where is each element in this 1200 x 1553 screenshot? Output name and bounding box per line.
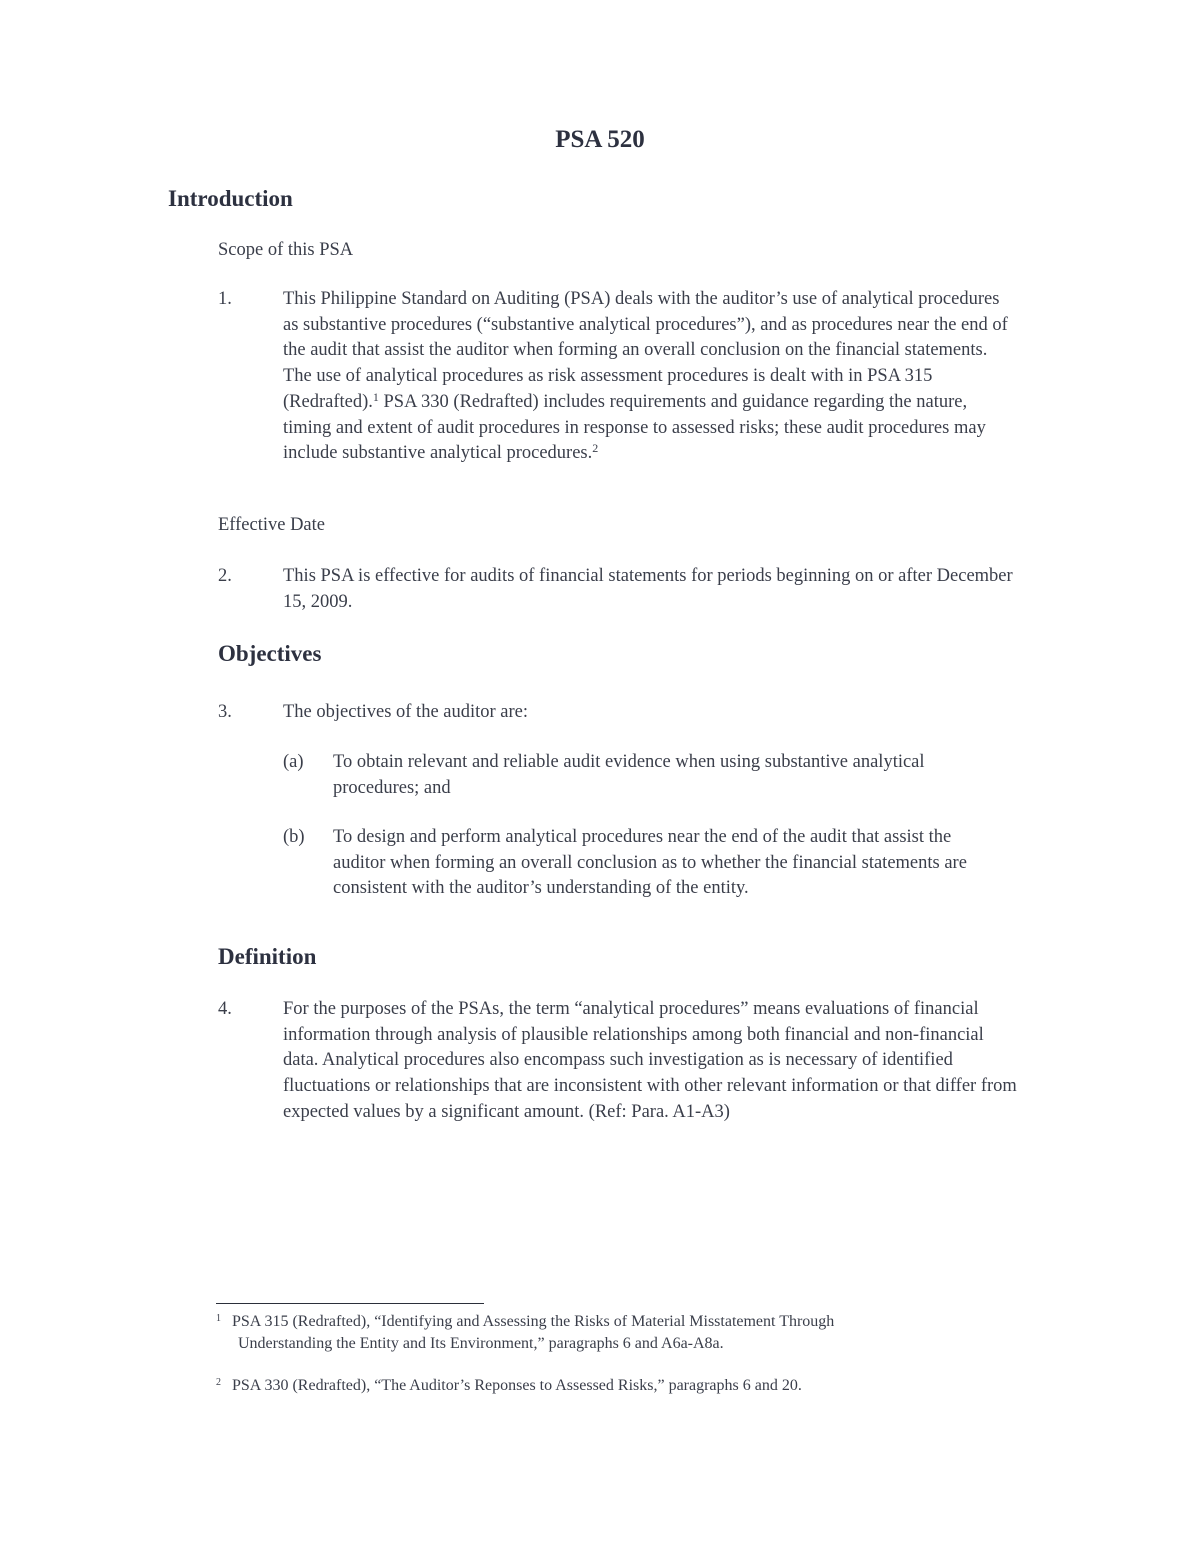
paragraph-number: 3. (218, 702, 232, 722)
document-title: PSA 520 (555, 126, 645, 153)
footnote-1 (216, 1311, 976, 1355)
paragraph-text-part: PSA 330 (Redrafted) includes requirements and guidance regarding the nature, timing and extent of audit procedures in response to assessed risks; these audit procedures may include substantive analytical procedures. (283, 391, 986, 464)
paragraph-text: This PSA is effective for audits of financial statements for periods beginning on or after December 15, 2009. (283, 566, 1013, 612)
paragraph-text: The objectives of the auditor are: (283, 702, 529, 722)
section-heading-objectives: Objectives (218, 641, 322, 666)
item-text: To design and perform analytical procedures near the end of the audit that assist the auditor when forming an overall conclusion as to whether the financial statements are consistent with the auditor’s understanding of the entity. (333, 827, 967, 899)
item-text: To obtain relevant and reliable audit evidence when using substantive analytical procedures; and (333, 752, 925, 798)
section-heading-introduction: Introduction (168, 186, 293, 211)
subheading-effective-date: Effective Date (218, 515, 325, 535)
objective-item-b (283, 825, 983, 902)
paragraph-number: 4. (218, 999, 232, 1019)
paragraph-number: 2. (218, 566, 232, 586)
footnote-line: PSA 330 (Redrafted), “The Auditor’s Reponses to Assessed Risks,” paragraphs 6 and 20. (232, 1377, 802, 1394)
subheading-scope: Scope of this PSA (218, 240, 354, 260)
paragraph-1 (218, 287, 1018, 467)
footnote-text (226, 1375, 976, 1397)
item-label: (b) (283, 827, 305, 847)
objective-item-a (283, 750, 983, 801)
footnote-separator (216, 1303, 484, 1304)
paragraph-2 (218, 564, 1018, 615)
footnote-mark: 2 (216, 1377, 221, 1388)
footnote-mark: 1 (216, 1313, 221, 1324)
footnote-2 (216, 1375, 976, 1397)
footnote-line: Understanding the Entity and Its Environment,” paragraphs 6 and A6a-A8a. (238, 1335, 724, 1352)
section-heading-definition: Definition (218, 944, 317, 969)
footnote-ref-1: 1 (372, 389, 379, 404)
paragraph-3 (218, 700, 1018, 726)
paragraph-text: For the purposes of the PSAs, the term “analytical procedures” means evaluations of financial information through analysis of plausible relationships among both financial and non-financial data. Analytical procedures also encompass such investigation as is necessary of identified fluctuations or relationships that are inconsistent with other relevant information or that differ from expected values by a significant amount. (Ref: Para. A1-A3) (283, 999, 1017, 1122)
paragraph-text-part: This Philippine Standard on Auditing (PSA) deals with the auditor’s use of analytical procedures as substantive procedures (“substantive analytical procedures”), and as procedures near the end of the audit that assist the auditor when forming an overall conclusion on the financial statements. The use of analytical procedures as risk assessment procedures is dealt with in PSA 315 (Redrafted). (283, 289, 1008, 412)
item-label: (a) (283, 752, 304, 772)
paragraph-text (283, 287, 1018, 467)
paragraph-number: 1. (218, 289, 232, 309)
footnote-text (226, 1311, 976, 1355)
paragraph-4 (218, 997, 1018, 1126)
footnote-line: PSA 315 (Redrafted), “Identifying and Assessing the Risks of Material Misstatement Through (232, 1313, 835, 1330)
footnote-ref-2: 2 (592, 441, 599, 456)
